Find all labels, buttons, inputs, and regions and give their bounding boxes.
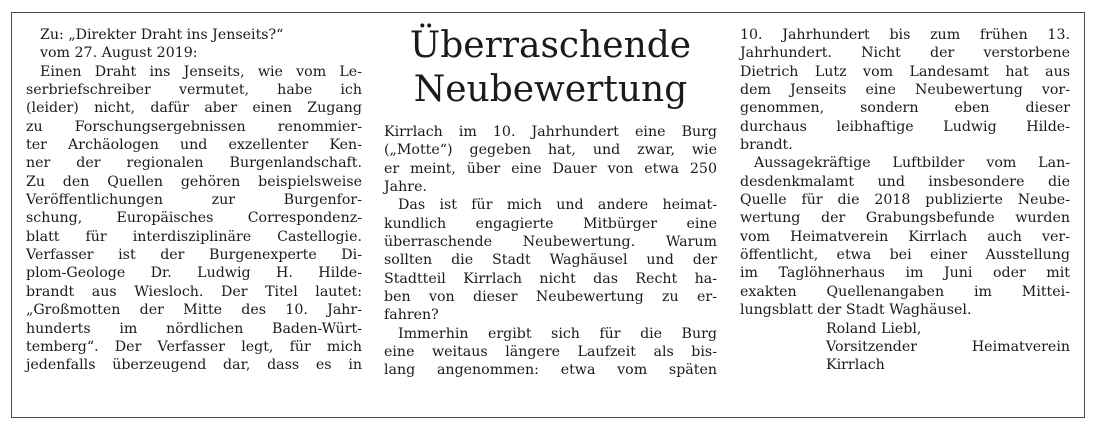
text-line: „Großmotten der Mitte des 10. Jahr- [26, 302, 362, 319]
text-line: dem Jenseits eine Neubewertung vor- [740, 82, 1070, 99]
signature-place: Kirrlach [826, 357, 885, 374]
text-line: Zu: „Direkter Draht ins Jenseits?“ [40, 27, 284, 43]
text-line: fahren? [384, 307, 439, 324]
text-line: lang angenommen: etwa vom späten [384, 362, 717, 379]
column-3 [740, 26, 1070, 375]
text-line: plom-Geologe Dr. Ludwig H. Hilde- [26, 265, 362, 282]
text-line: hunderts im nördlichen Baden-Würt- [26, 320, 362, 337]
text-line: brandt. [740, 137, 793, 154]
text-line: Einen Draht ins Jenseits, wie vom Le- [40, 63, 362, 80]
headline-line-1: Überraschende [409, 25, 692, 66]
text-line: („Motte“) gegeben hat, und zwar, wie [384, 142, 717, 159]
text-line: Stadtteil Kirrlach nicht das Recht ha- [384, 270, 717, 287]
headline [384, 24, 717, 112]
text-line: Immerhin ergibt sich für die Burg [398, 325, 717, 342]
text-line: im Taglöhnerhaus im Juni oder mit [740, 265, 1070, 282]
text-line: durchaus leibhaftige Ludwig Hilde- [740, 118, 1070, 135]
text-line: serbriefschreiber vermutet, habe ich [26, 82, 362, 99]
text-line: eine weitaus längere Laufzeit als bis- [384, 344, 717, 361]
signature-name: Roland Liebl, [826, 320, 922, 337]
text-line: ter Archäologen und exzellenter Ken- [26, 137, 362, 154]
text-line: Verfasser ist der Burgenexperte Di- [26, 247, 362, 264]
text-line: ben von dieser Neubewertung zu er- [384, 289, 717, 306]
text-line: ner der regionalen Burgenlandschaft. [26, 155, 362, 172]
text-line: genommen, sondern eben dieser [740, 100, 1070, 117]
text-line: Jahre. [384, 179, 427, 196]
text-line: (leider) nicht, dafür aber einen Zugang [26, 100, 362, 117]
text-line: lungsblatt der Stadt Waghäusel. [740, 302, 972, 319]
text-line: vom Heimatverein Kirrlach auch ver- [740, 228, 1070, 245]
text-line: vom 27. August 2019: [40, 45, 198, 62]
text-line: 10. Jahrhundert bis zum frühen 13. [740, 27, 1070, 43]
text-line: desdenkmalamt und insbesondere die [740, 173, 1070, 190]
signature-role: Vorsitzender Heimatverein [826, 338, 1070, 355]
text-line: brandt aus Wiesloch. Der Titel lautet: [26, 283, 362, 300]
text-line: Veröffentlichungen zur Burgenfor- [26, 192, 362, 209]
headline-line-2: Neubewertung [413, 69, 688, 110]
text-line: Aussagekräftige Luftbilder vom Lan- [754, 155, 1070, 172]
text-line: blatt für interdisziplinäre Castellogie. [26, 228, 362, 245]
text-line: überraschende Neubewertung. Warum [384, 234, 717, 251]
text-line: jedenfalls überzeugend dar, dass es in [26, 357, 362, 374]
text-line: Quelle für die 2018 publizierte Neube- [740, 192, 1070, 209]
text-line: sollten die Stadt Waghäusel und der [384, 252, 717, 269]
text-line: zu Forschungsergebnissen renommier- [26, 118, 362, 135]
column-2 [384, 123, 717, 380]
text-line: Jahrhundert. Nicht der verstorbene [740, 45, 1070, 62]
text-line: Das ist für mich und andere heimat- [398, 197, 717, 214]
text-line: öffentlicht, etwa bei einer Ausstellung [740, 247, 1070, 264]
text-line: Dietrich Lutz vom Landesamt hat aus [740, 63, 1070, 80]
text-line: schung, Europäisches Correspondenz- [26, 210, 362, 227]
text-line: er meint, über eine Dauer von etwa 250 [384, 160, 717, 177]
text-line: Zu den Quellen gehören beispielsweise [26, 173, 362, 190]
text-line: wertung der Grabungsbefunde wurden [740, 210, 1070, 227]
text-line: temberg“. Der Verfasser legt, für mich [26, 338, 362, 355]
text-line: exakten Quellenangaben im Mittei- [740, 283, 1070, 300]
text-line: Kirrlach im 10. Jahrhundert eine Burg [384, 124, 717, 140]
text-line: kundlich engagierte Mitbürger eine [384, 215, 717, 232]
column-1 [26, 26, 362, 375]
